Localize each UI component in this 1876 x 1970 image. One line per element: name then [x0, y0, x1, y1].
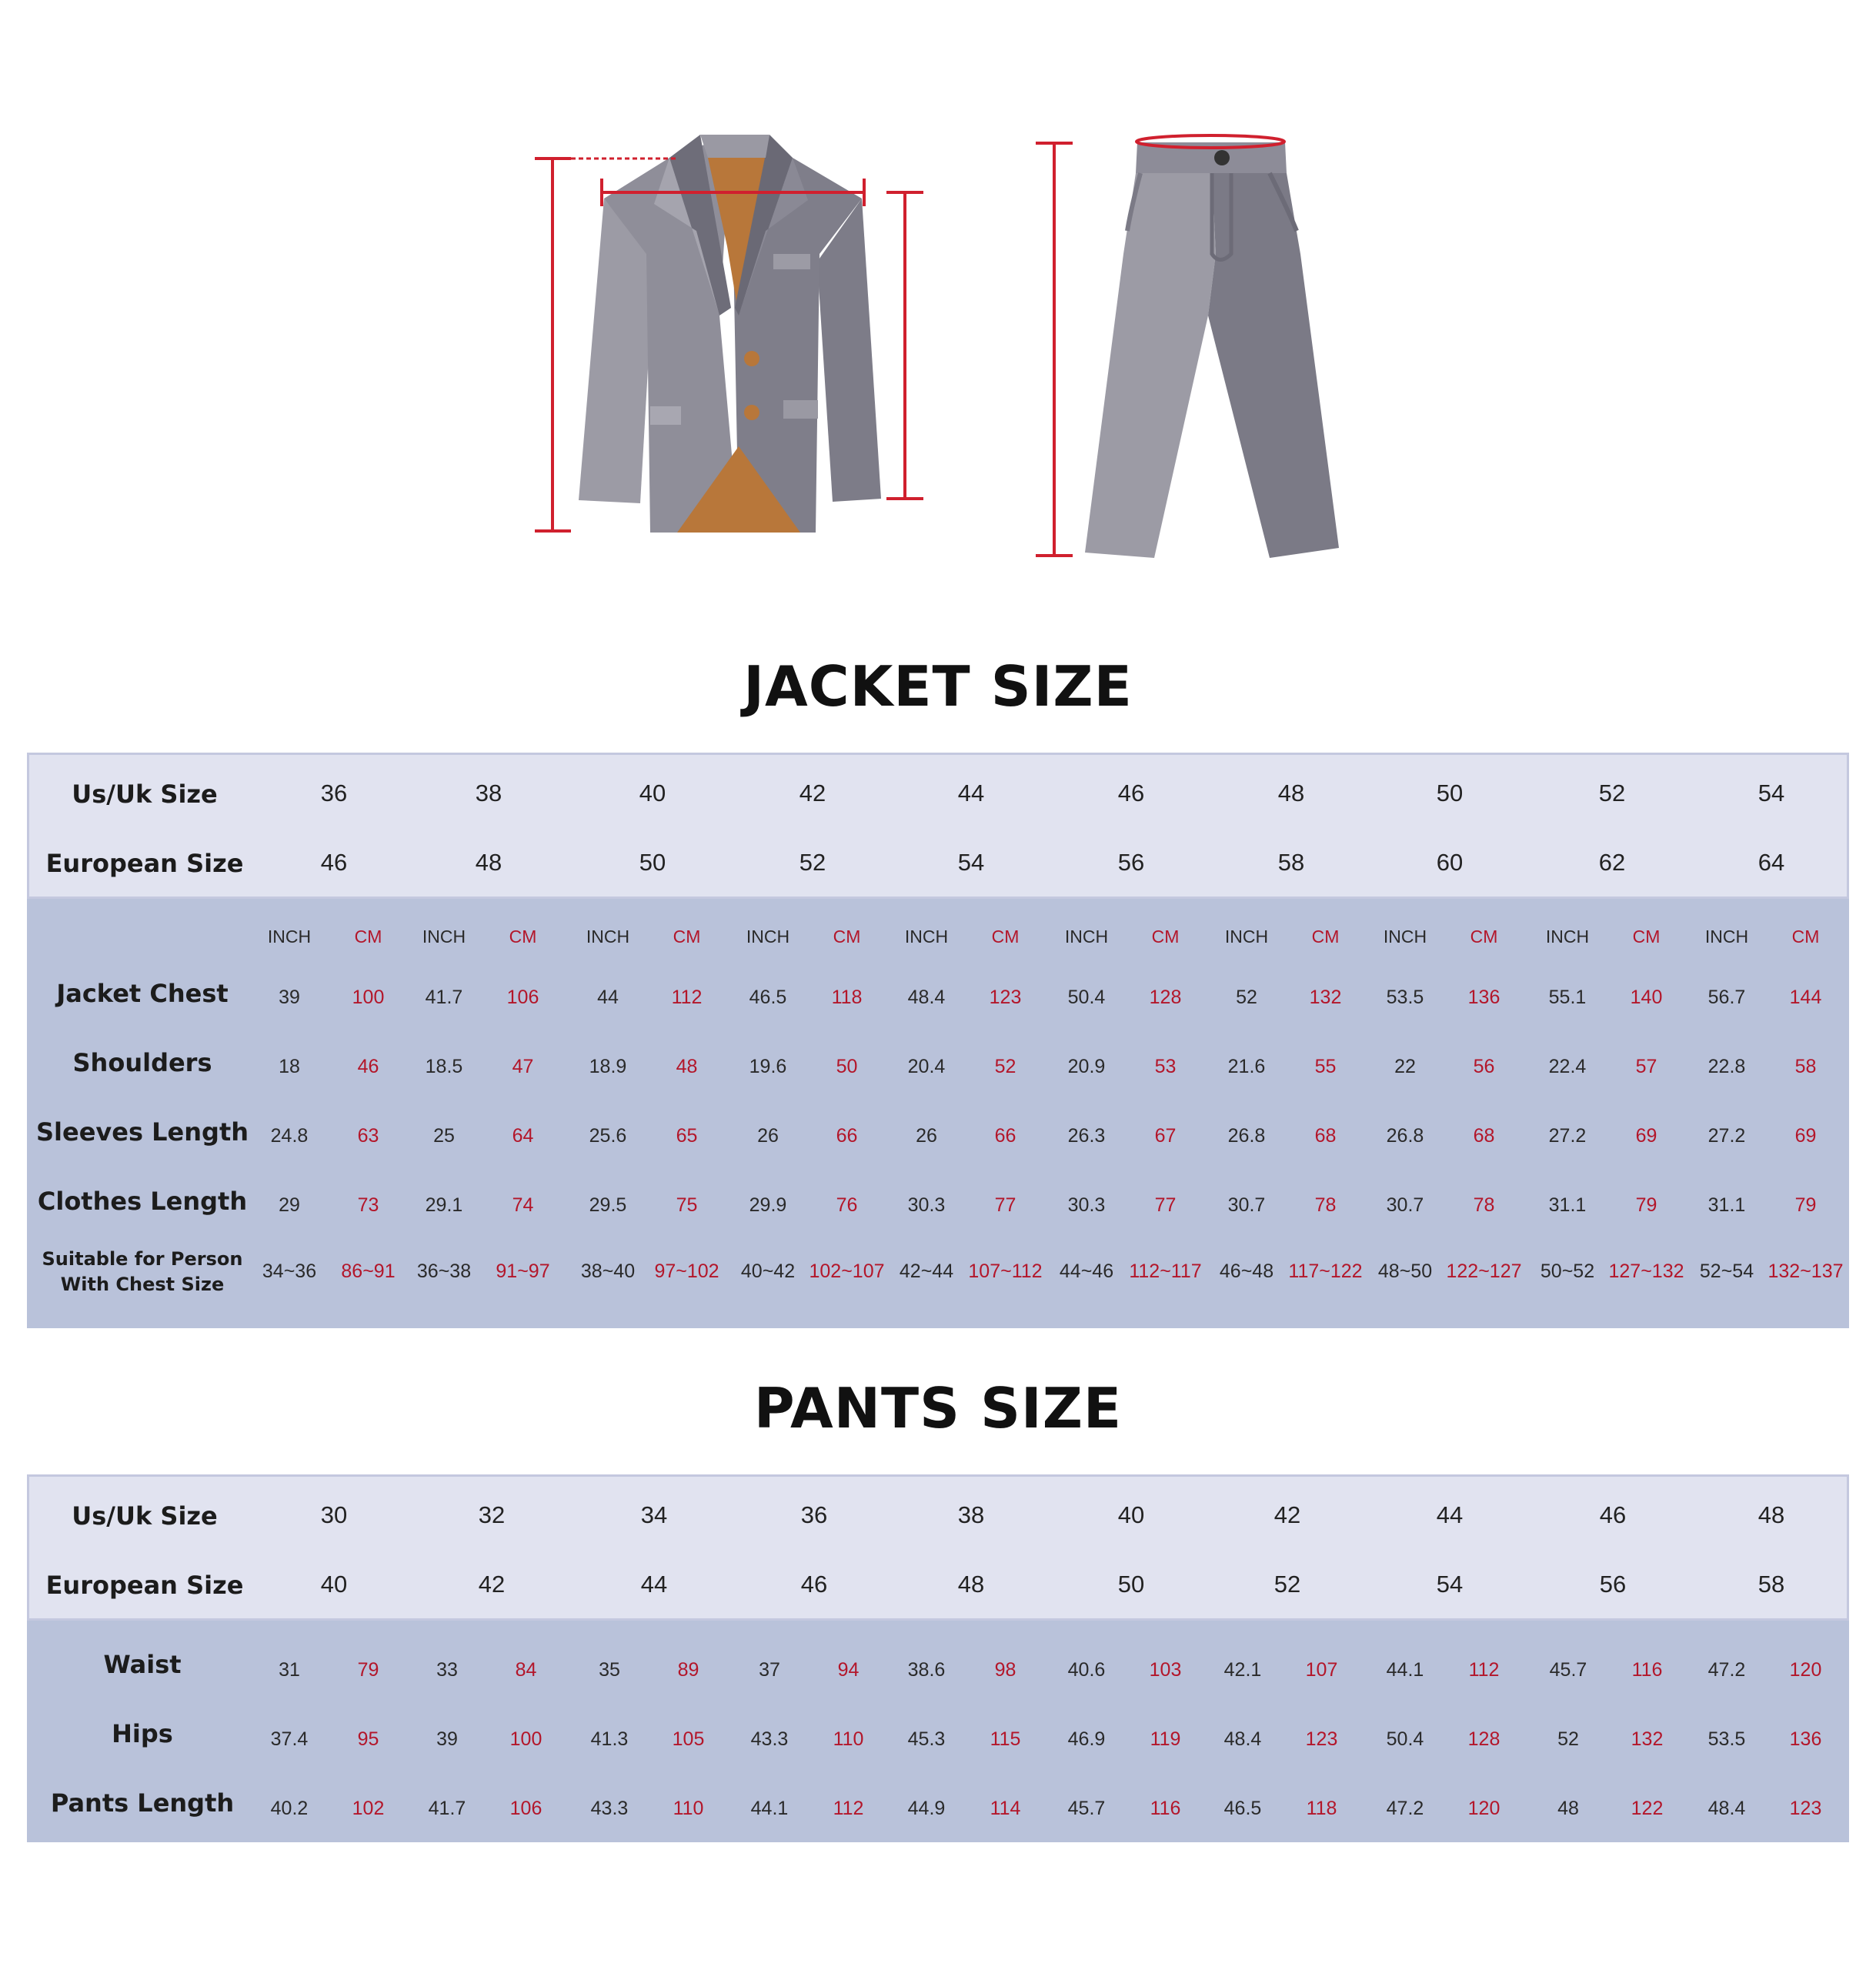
- row-label: Pants Length: [50, 1788, 235, 1818]
- inch-value: 22.4: [1548, 1056, 1587, 1077]
- size-cell: 52: [1598, 780, 1626, 806]
- inch-value: 44.1: [750, 1798, 789, 1819]
- cm-value: 112: [1468, 1659, 1500, 1681]
- inch-value: 45.7: [1067, 1798, 1106, 1819]
- size-cell: 46: [800, 1571, 828, 1598]
- cm-value: 95: [357, 1728, 379, 1750]
- size-cell: 50: [639, 849, 666, 876]
- cm-value: 48: [676, 1056, 698, 1077]
- cm-unit-label: CM: [833, 927, 861, 947]
- inch-value: 37: [759, 1659, 780, 1681]
- cm-value: 123: [989, 987, 1022, 1008]
- size-cell: 42: [1273, 1501, 1301, 1528]
- inch-value: 26: [757, 1125, 779, 1147]
- inch-unit-label: INCH: [1224, 927, 1269, 947]
- cm-value: 123: [1789, 1798, 1822, 1819]
- inch-value: 25.6: [589, 1125, 627, 1147]
- size-cell: 32: [478, 1501, 506, 1528]
- jacket-size-header: [27, 753, 1849, 899]
- size-cell: 38: [475, 780, 502, 806]
- cm-value: 73: [357, 1194, 379, 1216]
- cm-value: 128: [1467, 1728, 1500, 1750]
- inch-value: 52: [1236, 987, 1257, 1008]
- inch-unit-label: INCH: [1383, 927, 1427, 947]
- inch-value: 18: [279, 1056, 300, 1077]
- inch-value: 50~52: [1540, 1260, 1595, 1282]
- cm-value: 67: [1154, 1125, 1177, 1147]
- cm-unit-label: CM: [673, 927, 701, 947]
- cm-value: 68: [1473, 1125, 1495, 1147]
- row-label: Sleeves Length: [35, 1117, 249, 1147]
- inch-value: 30.3: [907, 1194, 946, 1216]
- inch-value: 40.2: [270, 1798, 309, 1819]
- inch-value: 38~40: [580, 1260, 636, 1282]
- inch-value: 48.4: [1707, 1798, 1746, 1819]
- cm-value: 112~117: [1129, 1260, 1202, 1282]
- cm-value: 112: [671, 987, 703, 1008]
- inch-value: 29.1: [425, 1194, 463, 1216]
- inch-value: 29.9: [749, 1194, 787, 1216]
- size-cell: 46: [1117, 780, 1145, 806]
- cm-value: 97~102: [654, 1260, 719, 1282]
- cm-value: 116: [1631, 1659, 1663, 1681]
- row-label: Clothes Length: [37, 1187, 248, 1216]
- inch-value: 48: [1557, 1798, 1579, 1819]
- inch-value: 45.3: [907, 1728, 946, 1750]
- inch-value: 43.3: [750, 1728, 789, 1750]
- size-cell: 54: [1436, 1571, 1464, 1598]
- inch-value: 41.7: [428, 1798, 466, 1819]
- inch-value: 29: [279, 1194, 300, 1216]
- inch-value: 42.1: [1223, 1659, 1262, 1681]
- size-cell: 64: [1757, 849, 1785, 876]
- inch-value: 34~36: [262, 1260, 317, 1282]
- cm-value: 94: [837, 1659, 860, 1681]
- cm-value: 56: [1473, 1056, 1495, 1077]
- cm-value: 57: [1635, 1056, 1657, 1077]
- size-cell: 58: [1757, 1571, 1785, 1598]
- size-cell: 44: [640, 1571, 668, 1598]
- row-label: Waist: [103, 1650, 182, 1679]
- inch-value: 25: [433, 1125, 455, 1147]
- inch-value: 40~42: [740, 1260, 796, 1282]
- inch-value: 40.6: [1067, 1659, 1106, 1681]
- size-cell: 30: [320, 1501, 348, 1528]
- cm-unit-label: CM: [991, 927, 1020, 947]
- cm-unit-label: CM: [509, 927, 537, 947]
- cm-value: 128: [1149, 987, 1182, 1008]
- size-cell: 36: [800, 1501, 828, 1528]
- cm-value: 105: [672, 1728, 705, 1750]
- size-cell: 56: [1599, 1571, 1627, 1598]
- cm-value: 106: [506, 987, 539, 1008]
- cm-value: 47: [512, 1056, 534, 1077]
- cm-value: 58: [1794, 1056, 1817, 1077]
- cm-value: 112: [833, 1798, 864, 1819]
- size-cell: 42: [799, 780, 826, 806]
- cm-value: 132~137: [1768, 1260, 1844, 1282]
- pants-measurements-body: [27, 1621, 1849, 1842]
- inch-value: 55.1: [1548, 987, 1587, 1008]
- pants-icon: [1085, 142, 1339, 558]
- cm-unit-label: CM: [1632, 927, 1661, 947]
- inch-unit-label: INCH: [1704, 927, 1749, 947]
- row-label: Shoulders: [72, 1048, 212, 1077]
- cm-value: 100: [509, 1728, 542, 1750]
- inch-value: 52~54: [1699, 1260, 1754, 1282]
- inch-value: 41.7: [425, 987, 463, 1008]
- size-cell: 50: [1436, 780, 1464, 806]
- cm-value: 103: [1149, 1659, 1182, 1681]
- inch-value: 52: [1557, 1728, 1579, 1750]
- inch-unit-label: INCH: [746, 927, 790, 947]
- size-cell: 58: [1277, 849, 1305, 876]
- size-cell: 48: [475, 849, 502, 876]
- size-cell: 52: [799, 849, 826, 876]
- row-label: Hips: [112, 1719, 173, 1748]
- cm-value: 79: [1794, 1194, 1817, 1216]
- cm-value: 64: [512, 1125, 534, 1147]
- inch-value: 46.9: [1067, 1728, 1106, 1750]
- inch-value: 50.4: [1067, 987, 1106, 1008]
- inch-value: 22: [1394, 1056, 1416, 1077]
- cm-value: 107~112: [968, 1260, 1043, 1282]
- cm-unit-label: CM: [1311, 927, 1340, 947]
- size-cell: 48: [1277, 780, 1305, 806]
- cm-value: 78: [1473, 1194, 1495, 1216]
- inch-unit-label: INCH: [904, 927, 949, 947]
- size-cell: 50: [1117, 1571, 1145, 1598]
- inch-value: 37.4: [270, 1728, 309, 1750]
- inch-value: 39: [279, 987, 300, 1008]
- inch-value: 46~48: [1219, 1260, 1274, 1282]
- cm-value: 68: [1314, 1125, 1337, 1147]
- cm-value: 110: [673, 1798, 704, 1819]
- cm-value: 132: [1631, 1728, 1664, 1750]
- inch-unit-label: INCH: [267, 927, 312, 947]
- garment-illustration: [0, 0, 1876, 600]
- size-cell: 54: [957, 849, 985, 876]
- cm-value: 86~91: [341, 1260, 396, 1282]
- cm-value: 106: [509, 1798, 542, 1819]
- inch-value: 31: [279, 1659, 300, 1681]
- inch-value: 43.3: [590, 1798, 629, 1819]
- cm-value: 117~122: [1288, 1260, 1363, 1282]
- inch-value: 38.6: [907, 1659, 946, 1681]
- inch-value: 29.5: [589, 1194, 627, 1216]
- size-cell: 40: [639, 780, 666, 806]
- suitable-for-person-label: [27, 1247, 258, 1297]
- inch-value: 30.7: [1227, 1194, 1266, 1216]
- cm-value: 66: [994, 1125, 1016, 1147]
- inch-unit-label: INCH: [1545, 927, 1590, 947]
- inch-value: 33: [436, 1659, 458, 1681]
- cm-value: 79: [357, 1659, 379, 1681]
- cm-value: 91~97: [496, 1260, 550, 1282]
- inch-value: 35: [599, 1659, 620, 1681]
- cm-value: 69: [1794, 1125, 1817, 1147]
- cm-value: 84: [515, 1659, 537, 1681]
- size-cell: 38: [957, 1501, 985, 1528]
- inch-value: 41.3: [590, 1728, 629, 1750]
- cm-value: 98: [994, 1659, 1016, 1681]
- pants-size-title: PANTS SIZE: [753, 1376, 1123, 1441]
- size-cell: 60: [1436, 849, 1464, 876]
- size-cell: 46: [320, 849, 348, 876]
- cm-value: 102: [352, 1798, 385, 1819]
- row-label: Jacket Chest: [56, 979, 229, 1008]
- cm-value: 120: [1467, 1798, 1500, 1819]
- cm-value: 144: [1789, 987, 1822, 1008]
- pants-size-table: [27, 1474, 1849, 1842]
- cm-value: 118: [831, 987, 863, 1008]
- inch-value: 30.7: [1386, 1194, 1424, 1216]
- cm-value: 118: [1306, 1798, 1337, 1819]
- size-cell: 56: [1117, 849, 1145, 876]
- cm-value: 122: [1631, 1798, 1664, 1819]
- cm-value: 114: [990, 1798, 1021, 1819]
- inch-value: 42~44: [899, 1260, 954, 1282]
- inch-value: 26.8: [1386, 1125, 1424, 1147]
- cm-value: 69: [1635, 1125, 1657, 1147]
- cm-value: 77: [1154, 1194, 1177, 1216]
- size-cell: 34: [640, 1501, 668, 1528]
- size-cell: 52: [1273, 1571, 1301, 1598]
- size-cell: 40: [320, 1571, 348, 1598]
- cm-value: 74: [512, 1194, 534, 1216]
- inch-value: 21.6: [1227, 1056, 1266, 1077]
- size-cell: 46: [1599, 1501, 1627, 1528]
- cm-value: 115: [990, 1728, 1021, 1750]
- cm-value: 107: [1305, 1659, 1338, 1681]
- cm-value: 55: [1314, 1056, 1337, 1077]
- size-cell: 42: [478, 1571, 506, 1598]
- cm-value: 122~127: [1446, 1260, 1522, 1282]
- inch-value: 44: [597, 987, 619, 1008]
- cm-value: 52: [994, 1056, 1016, 1077]
- size-cell: 48: [957, 1571, 985, 1598]
- inch-value: 30.3: [1067, 1194, 1106, 1216]
- inch-value: 20.9: [1067, 1056, 1106, 1077]
- size-cell: 44: [957, 780, 985, 806]
- inch-value: 47.2: [1386, 1798, 1424, 1819]
- inch-value: 26.8: [1227, 1125, 1266, 1147]
- cm-value: 127~132: [1608, 1260, 1684, 1282]
- inch-value: 27.2: [1548, 1125, 1587, 1147]
- cm-value: 119: [1150, 1728, 1181, 1750]
- inch-value: 27.2: [1707, 1125, 1746, 1147]
- inch-value: 19.6: [749, 1056, 787, 1077]
- inch-value: 24.8: [270, 1125, 309, 1147]
- size-cell: 40: [1117, 1501, 1145, 1528]
- inch-value: 26.3: [1067, 1125, 1106, 1147]
- inch-unit-label: INCH: [422, 927, 466, 947]
- us-uk-size-label: Us/Uk Size: [72, 780, 218, 809]
- inch-value: 31.1: [1707, 1194, 1746, 1216]
- inch-value: 48~50: [1377, 1260, 1433, 1282]
- jacket-measurements-body: [27, 899, 1849, 1328]
- us-uk-size-label: Us/Uk Size: [72, 1501, 218, 1531]
- cm-value: 77: [994, 1194, 1016, 1216]
- size-cell: 54: [1757, 780, 1785, 806]
- pants-size-header: [27, 1474, 1849, 1621]
- inch-value: 39: [436, 1728, 458, 1750]
- european-size-label: European Size: [45, 1571, 244, 1600]
- suitable-label-line1: Suitable for Person: [42, 1248, 243, 1270]
- size-cell: 62: [1598, 849, 1626, 876]
- cm-value: 100: [352, 987, 385, 1008]
- cm-value: 123: [1305, 1728, 1338, 1750]
- jacket-size-table: [27, 753, 1849, 1328]
- cm-value: 89: [677, 1659, 699, 1681]
- cm-value: 132: [1309, 987, 1342, 1008]
- cm-value: 120: [1789, 1659, 1822, 1681]
- inch-value: 53.5: [1707, 1728, 1746, 1750]
- inch-value: 18.5: [425, 1056, 463, 1077]
- cm-value: 75: [676, 1194, 698, 1216]
- jacket-pants-measurement-figure: [0, 0, 1876, 600]
- inch-value: 50.4: [1386, 1728, 1424, 1750]
- inch-value: 53.5: [1386, 987, 1424, 1008]
- inch-value: 44.1: [1386, 1659, 1424, 1681]
- jacket-icon: [579, 135, 881, 533]
- size-cell: 48: [1757, 1501, 1785, 1528]
- cm-value: 102~107: [809, 1260, 885, 1282]
- cm-value: 78: [1314, 1194, 1337, 1216]
- cm-value: 136: [1789, 1728, 1822, 1750]
- inch-value: 26: [916, 1125, 937, 1147]
- cm-value: 65: [676, 1125, 698, 1147]
- cm-unit-label: CM: [1791, 927, 1820, 947]
- cm-value: 136: [1467, 987, 1500, 1008]
- cm-value: 66: [836, 1125, 858, 1147]
- inch-unit-label: INCH: [1064, 927, 1109, 947]
- cm-value: 140: [1630, 987, 1663, 1008]
- cm-value: 79: [1635, 1194, 1657, 1216]
- inch-value: 20.4: [907, 1056, 946, 1077]
- cm-value: 76: [836, 1194, 858, 1216]
- jacket-size-title: JACKET SIZE: [743, 654, 1133, 719]
- cm-value: 110: [833, 1728, 864, 1750]
- inch-value: 48.4: [1223, 1728, 1262, 1750]
- inch-value: 45.7: [1549, 1659, 1587, 1681]
- inch-value: 48.4: [907, 987, 946, 1008]
- inch-value: 47.2: [1707, 1659, 1746, 1681]
- cm-unit-label: CM: [1470, 927, 1498, 947]
- european-size-label: European Size: [45, 849, 244, 878]
- cm-value: 116: [1150, 1798, 1181, 1819]
- cm-value: 50: [836, 1056, 858, 1077]
- cm-unit-label: CM: [354, 927, 382, 947]
- cm-value: 53: [1154, 1056, 1177, 1077]
- inch-value: 44~46: [1059, 1260, 1114, 1282]
- inch-value: 31.1: [1548, 1194, 1587, 1216]
- size-cell: 44: [1436, 1501, 1464, 1528]
- inch-value: 46.5: [749, 987, 787, 1008]
- cm-value: 63: [357, 1125, 379, 1147]
- cm-value: 46: [357, 1056, 379, 1077]
- inch-unit-label: INCH: [586, 927, 630, 947]
- inch-value: 22.8: [1707, 1056, 1746, 1077]
- inch-value: 44.9: [907, 1798, 946, 1819]
- suitable-label-line2: With Chest Size: [60, 1274, 225, 1295]
- size-cell: 36: [320, 780, 348, 806]
- cm-unit-label: CM: [1151, 927, 1180, 947]
- inch-value: 56.7: [1707, 987, 1746, 1008]
- inch-value: 46.5: [1223, 1798, 1262, 1819]
- inch-value: 18.9: [589, 1056, 627, 1077]
- inch-value: 36~38: [416, 1260, 472, 1282]
